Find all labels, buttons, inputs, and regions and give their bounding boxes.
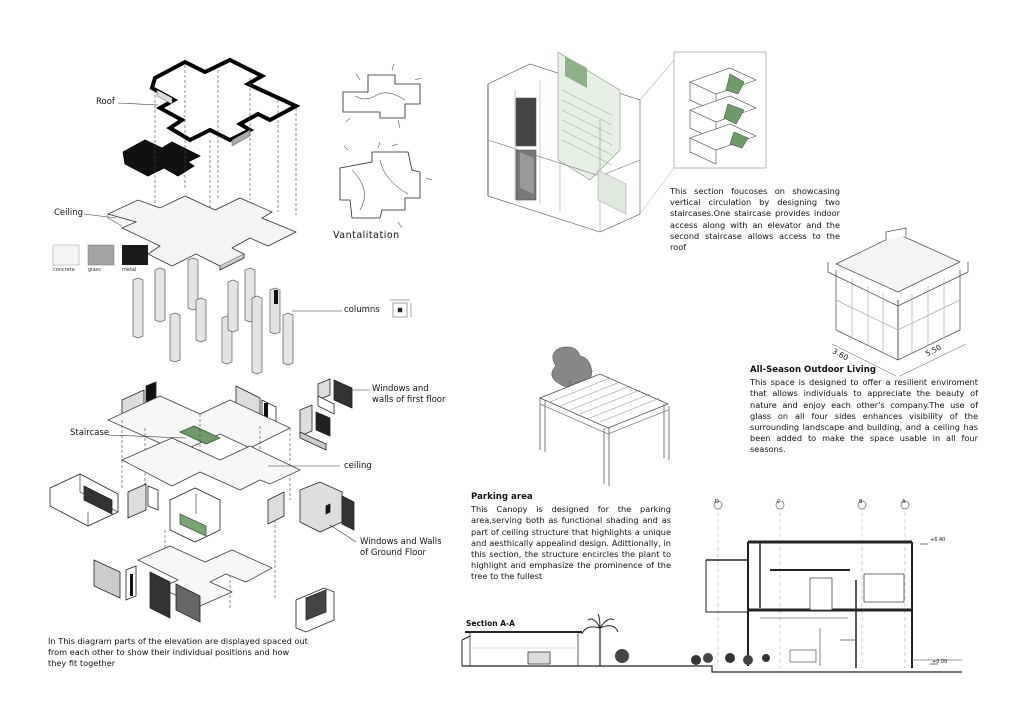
gridline-b: B [859,499,863,505]
ventilation-plans [340,64,432,228]
parking-body: This Canopy is designed for the parking area,serving both as functional shading and as part of ceiling structure that highlights a unique and aesthically appealind design. Adittionally, in this section, the structure encircles the plant to highlight and emphasize the prominence of the tree to the fullest [471,504,671,582]
swatch-glass-label: glass [88,267,101,273]
material-swatches [53,245,148,265]
level-ground: +0.00 [932,659,948,665]
ventilation-label: Vantalitation [333,230,400,241]
staircase-label: Staircase [70,428,110,438]
ceiling-lower-label: ceiling [344,461,372,471]
ground-ceiling-slab [122,438,300,490]
dimension-width: 3.60 [830,346,850,363]
gridline-c: C [777,499,781,505]
parking-canopy-drawing [540,347,669,486]
parking-block [471,492,671,583]
outdoor-living-body: This space is designed to offer a resilient enviroment that allows individuals to appreciate the beauty of nature and enjoy each other's company.The use of glass on all four sides enhances visibility of the surrounding landscape and building, and a ceiling has been added to make the space usable in all four seasons. [750,377,978,455]
roof-layer [152,60,296,146]
roof-label: Roof [96,97,115,107]
outdoor-living-block [750,365,978,456]
windows-ground-floor-label: Windows and Walls of Ground Floor [360,537,442,558]
column-detail [390,300,411,317]
swatch-metal-label: metal [122,267,137,273]
level-top: +6.40 [930,537,946,543]
gridline-d: D [715,499,719,505]
gridline-a: A [902,499,906,505]
dimension-length: 5.50 [923,342,943,359]
exploded-diagram-caption: In This diagram parts of the elevation are displayed spaced out from each other to show their individual positions and how they fit together [48,636,308,669]
swatch-concrete-label: concrete [53,267,75,273]
first-floor-window-pieces [300,379,352,450]
outdoor-living-title: All-Season Outdoor Living [750,365,877,375]
circulation-description: This section foucoses on showcasing vertical circulation by designing two staircases.One staircase provides indoor access along with an elevator and the second staircase allows access to the roof [670,186,840,253]
columns-label: columns [344,305,380,315]
ground-floor-walls [50,474,354,542]
section-title: Section A-A [466,619,515,628]
parking-title: Parking area [471,492,533,502]
windows-first-floor-label: Windows and walls of first floor [372,384,446,405]
exploded-axonometric [50,60,370,632]
ceiling-label: Ceiling [54,208,84,218]
columns-layer [133,258,293,374]
